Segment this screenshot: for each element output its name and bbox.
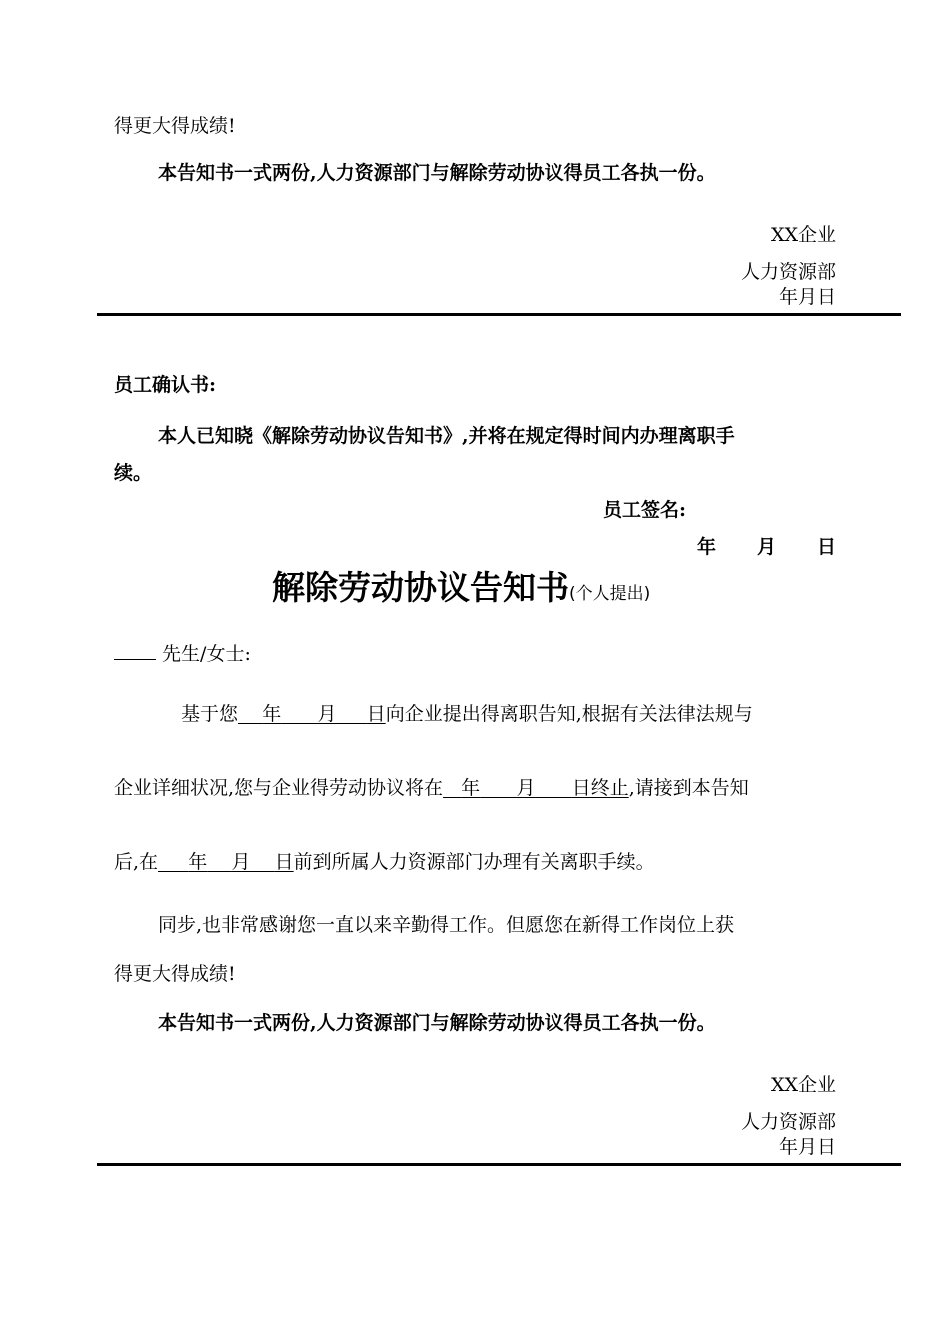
confirm-date-month: 月	[757, 536, 777, 558]
p1-year: 年	[262, 703, 282, 725]
bottom-divider	[97, 1163, 901, 1166]
p3-date-blank[interactable]	[158, 851, 294, 873]
notice-company-name: XX企业	[770, 1074, 836, 1096]
p1-month: 月	[317, 703, 337, 725]
p3-day: 日	[274, 851, 294, 873]
paragraph-4-line2: 得更大得成绩!	[114, 963, 236, 985]
p3-year: 年	[188, 851, 208, 873]
p2-suffix: ,请接到本告知	[628, 777, 749, 799]
p2-year: 年	[461, 777, 481, 799]
salutation: 先生/女士:	[162, 643, 251, 665]
p2-prefix: 企业详细状况,您与企业得劳动协议将在	[114, 777, 444, 799]
p1-prefix: 基于您	[181, 703, 239, 725]
p2-month: 月	[516, 777, 536, 799]
paragraph-1	[181, 702, 753, 726]
confirm-date-day: 日	[817, 536, 837, 558]
confirm-date-year: 年	[697, 536, 717, 558]
closing-line: 得更大得成绩!	[114, 115, 236, 137]
copies-note: 本告知书一式两份,人力资源部门与解除劳动协议得员工各执一份。	[158, 162, 716, 184]
divider	[97, 313, 901, 316]
paragraph-2	[114, 776, 749, 800]
notice-title: 解除劳动协议告知书	[272, 568, 569, 607]
p3-suffix: 前到所属人力资源部门办理有关离职手续。	[293, 851, 655, 873]
p1-suffix: 向企业提出得离职告知,根据有关法律法规与	[385, 703, 753, 725]
department-name: 人力资源部	[740, 261, 836, 283]
notice-copies-note: 本告知书一式两份,人力资源部门与解除劳动协议得员工各执一份。	[158, 1012, 716, 1034]
confirmation-heading: 员工确认书:	[114, 374, 217, 396]
paragraph-4-line1: 同步,也非常感谢您一直以来辛勤得工作。但愿您在新得工作岗位上获	[158, 914, 735, 936]
salutation-line	[114, 639, 251, 666]
signature-label: 员工签名:	[603, 499, 687, 521]
name-blank[interactable]	[114, 639, 156, 660]
notice-date-line: 年月日	[778, 1136, 836, 1158]
p3-month: 月	[231, 851, 251, 873]
notice-department-name: 人力资源部	[740, 1111, 836, 1133]
notice-title-block	[272, 562, 650, 609]
paragraph-3	[114, 850, 655, 874]
p2-day-end: 日终止	[571, 777, 629, 799]
date-line: 年月日	[778, 286, 836, 308]
p3-prefix: 后,在	[114, 851, 159, 873]
p2-date-blank[interactable]	[443, 777, 629, 799]
confirmation-body-line1: 本人已知晓《解除劳动协议告知书》,并将在规定得时间内办理离职手	[158, 425, 735, 447]
p1-date-blank[interactable]	[238, 703, 386, 725]
company-name: XX企业	[770, 224, 836, 246]
confirmation-body-line2: 续。	[114, 462, 153, 484]
p1-day: 日	[366, 703, 386, 725]
notice-title-suffix: (个人提出)	[569, 584, 651, 604]
